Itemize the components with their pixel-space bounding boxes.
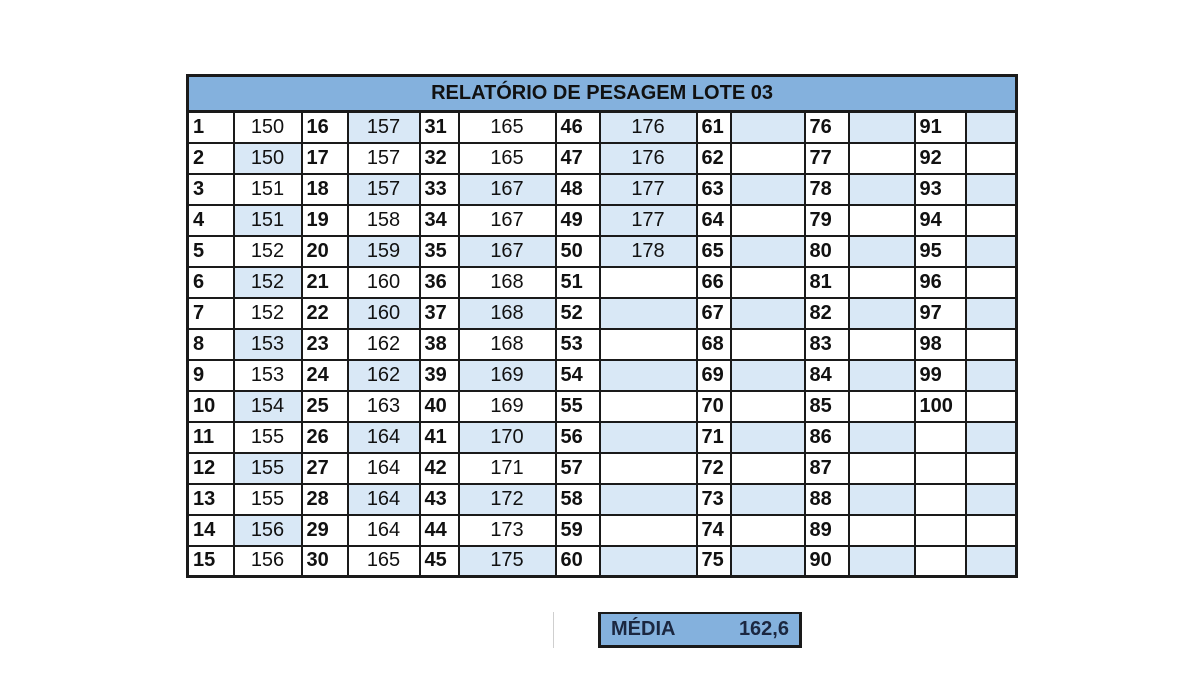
weight-cell: 169 bbox=[459, 391, 556, 422]
lot-number-cell: 90 bbox=[805, 546, 849, 577]
weight-cell bbox=[600, 298, 697, 329]
weight-cell bbox=[966, 515, 1017, 546]
weight-cell: 153 bbox=[234, 329, 302, 360]
lot-number-cell: 94 bbox=[915, 205, 966, 236]
lot-number-cell: 49 bbox=[556, 205, 600, 236]
lot-number-cell: 41 bbox=[420, 422, 459, 453]
lot-number-cell: 22 bbox=[302, 298, 348, 329]
lot-number-cell: 84 bbox=[805, 360, 849, 391]
weight-cell: 157 bbox=[348, 112, 420, 143]
lot-number-cell: 51 bbox=[556, 267, 600, 298]
weight-cell: 168 bbox=[459, 329, 556, 360]
lot-number-cell: 38 bbox=[420, 329, 459, 360]
table-row bbox=[188, 360, 1017, 391]
lot-number-cell: 12 bbox=[188, 453, 234, 484]
lot-number-cell: 79 bbox=[805, 205, 849, 236]
lot-number-cell: 3 bbox=[188, 174, 234, 205]
lot-number-cell: 9 bbox=[188, 360, 234, 391]
weight-cell bbox=[600, 360, 697, 391]
weight-cell bbox=[600, 329, 697, 360]
weight-cell bbox=[966, 298, 1017, 329]
lot-number-cell: 92 bbox=[915, 143, 966, 174]
weight-cell bbox=[966, 453, 1017, 484]
weight-cell: 176 bbox=[600, 112, 697, 143]
table-row bbox=[188, 112, 1017, 143]
weight-cell bbox=[849, 205, 915, 236]
weight-cell bbox=[966, 329, 1017, 360]
lot-number-cell: 77 bbox=[805, 143, 849, 174]
weight-cell: 160 bbox=[348, 267, 420, 298]
weight-cell: 173 bbox=[459, 515, 556, 546]
lot-number-cell: 35 bbox=[420, 236, 459, 267]
weight-cell bbox=[966, 174, 1017, 205]
weight-cell: 156 bbox=[234, 546, 302, 577]
lot-number-cell: 83 bbox=[805, 329, 849, 360]
lot-number-cell: 36 bbox=[420, 267, 459, 298]
weight-cell: 165 bbox=[348, 546, 420, 577]
weight-cell bbox=[731, 298, 805, 329]
lot-number-cell: 28 bbox=[302, 484, 348, 515]
lot-number-cell: 31 bbox=[420, 112, 459, 143]
weight-cell bbox=[600, 267, 697, 298]
weight-cell bbox=[966, 267, 1017, 298]
table-row bbox=[188, 205, 1017, 236]
weight-cell bbox=[600, 422, 697, 453]
weight-cell: 167 bbox=[459, 174, 556, 205]
lot-number-cell: 26 bbox=[302, 422, 348, 453]
lot-number-cell bbox=[915, 422, 966, 453]
table-row bbox=[188, 515, 1017, 546]
lot-number-cell: 53 bbox=[556, 329, 600, 360]
weight-cell bbox=[849, 422, 915, 453]
lot-number-cell: 61 bbox=[697, 112, 731, 143]
lot-number-cell: 62 bbox=[697, 143, 731, 174]
weight-cell bbox=[966, 546, 1017, 577]
weight-cell: 164 bbox=[348, 484, 420, 515]
weight-cell bbox=[731, 515, 805, 546]
lot-number-cell: 58 bbox=[556, 484, 600, 515]
weight-cell bbox=[966, 484, 1017, 515]
lot-number-cell: 46 bbox=[556, 112, 600, 143]
weight-cell: 175 bbox=[459, 546, 556, 577]
weight-cell bbox=[731, 484, 805, 515]
lot-number-cell: 91 bbox=[915, 112, 966, 143]
lot-number-cell: 32 bbox=[420, 143, 459, 174]
lot-number-cell: 24 bbox=[302, 360, 348, 391]
weight-cell: 167 bbox=[459, 205, 556, 236]
weight-cell bbox=[731, 143, 805, 174]
lot-number-cell: 33 bbox=[420, 174, 459, 205]
weight-cell bbox=[966, 422, 1017, 453]
weight-cell bbox=[731, 360, 805, 391]
weighing-report-sheet bbox=[186, 74, 1015, 578]
lot-number-cell: 27 bbox=[302, 453, 348, 484]
lot-number-cell: 48 bbox=[556, 174, 600, 205]
lot-number-cell: 15 bbox=[188, 546, 234, 577]
lot-number-cell: 55 bbox=[556, 391, 600, 422]
weight-cell: 167 bbox=[459, 236, 556, 267]
weight-cell: 164 bbox=[348, 515, 420, 546]
lot-number-cell: 75 bbox=[697, 546, 731, 577]
weight-cell bbox=[600, 515, 697, 546]
title-row bbox=[188, 76, 1017, 112]
lot-number-cell: 81 bbox=[805, 267, 849, 298]
weight-cell bbox=[849, 236, 915, 267]
weight-cell: 151 bbox=[234, 174, 302, 205]
weight-cell bbox=[731, 329, 805, 360]
table-row bbox=[188, 174, 1017, 205]
lot-number-cell: 2 bbox=[188, 143, 234, 174]
lot-number-cell: 78 bbox=[805, 174, 849, 205]
lot-number-cell: 30 bbox=[302, 546, 348, 577]
lot-number-cell: 10 bbox=[188, 391, 234, 422]
lot-number-cell: 67 bbox=[697, 298, 731, 329]
lot-number-cell: 7 bbox=[188, 298, 234, 329]
table-row bbox=[188, 453, 1017, 484]
lot-number-cell: 18 bbox=[302, 174, 348, 205]
lot-number-cell: 59 bbox=[556, 515, 600, 546]
lot-number-cell: 69 bbox=[697, 360, 731, 391]
weight-cell bbox=[849, 143, 915, 174]
weight-cell: 163 bbox=[348, 391, 420, 422]
weighing-report-table bbox=[186, 74, 1018, 578]
lot-number-cell: 52 bbox=[556, 298, 600, 329]
lot-number-cell: 87 bbox=[805, 453, 849, 484]
weight-cell bbox=[849, 453, 915, 484]
weight-cell bbox=[849, 112, 915, 143]
weight-cell bbox=[731, 205, 805, 236]
lot-number-cell: 97 bbox=[915, 298, 966, 329]
weight-cell: 168 bbox=[459, 267, 556, 298]
table-row bbox=[188, 422, 1017, 453]
lot-number-cell: 17 bbox=[302, 143, 348, 174]
weight-cell: 156 bbox=[234, 515, 302, 546]
weight-cell: 152 bbox=[234, 298, 302, 329]
lot-number-cell: 45 bbox=[420, 546, 459, 577]
weight-cell bbox=[731, 236, 805, 267]
weight-cell: 152 bbox=[234, 267, 302, 298]
weight-cell: 178 bbox=[600, 236, 697, 267]
weight-cell bbox=[966, 236, 1017, 267]
weight-cell: 150 bbox=[234, 112, 302, 143]
table-row bbox=[188, 267, 1017, 298]
lot-number-cell: 60 bbox=[556, 546, 600, 577]
table-row bbox=[188, 391, 1017, 422]
average-value: 162,6 bbox=[738, 618, 789, 640]
weight-cell bbox=[731, 391, 805, 422]
weight-cell: 165 bbox=[459, 112, 556, 143]
lot-number-cell bbox=[915, 515, 966, 546]
table-row bbox=[188, 329, 1017, 360]
weight-cell bbox=[849, 298, 915, 329]
weight-cell bbox=[731, 546, 805, 577]
lot-number-cell: 19 bbox=[302, 205, 348, 236]
lot-number-cell: 23 bbox=[302, 329, 348, 360]
lot-number-cell: 54 bbox=[556, 360, 600, 391]
weight-cell bbox=[600, 546, 697, 577]
lot-number-cell: 65 bbox=[697, 236, 731, 267]
lot-number-cell: 74 bbox=[697, 515, 731, 546]
column-divider-line bbox=[553, 612, 554, 648]
weight-cell: 157 bbox=[348, 143, 420, 174]
weight-cell: 155 bbox=[234, 484, 302, 515]
weight-cell: 154 bbox=[234, 391, 302, 422]
lot-number-cell: 100 bbox=[915, 391, 966, 422]
weight-cell: 170 bbox=[459, 422, 556, 453]
lot-number-cell: 88 bbox=[805, 484, 849, 515]
lot-number-cell bbox=[915, 484, 966, 515]
lot-number-cell: 63 bbox=[697, 174, 731, 205]
weight-cell bbox=[966, 205, 1017, 236]
lot-number-cell: 47 bbox=[556, 143, 600, 174]
weight-cell: 168 bbox=[459, 298, 556, 329]
lot-number-cell: 42 bbox=[420, 453, 459, 484]
weight-cell: 155 bbox=[234, 453, 302, 484]
weight-cell: 162 bbox=[348, 329, 420, 360]
lot-number-cell: 82 bbox=[805, 298, 849, 329]
lot-number-cell: 20 bbox=[302, 236, 348, 267]
weight-cell: 159 bbox=[348, 236, 420, 267]
lot-number-cell: 86 bbox=[805, 422, 849, 453]
weight-cell: 160 bbox=[348, 298, 420, 329]
weight-cell: 172 bbox=[459, 484, 556, 515]
average-label: MÉDIA bbox=[611, 618, 676, 640]
lot-number-cell: 5 bbox=[188, 236, 234, 267]
weight-cell: 153 bbox=[234, 360, 302, 391]
lot-number-cell: 99 bbox=[915, 360, 966, 391]
weight-cell: 150 bbox=[234, 143, 302, 174]
lot-number-cell: 44 bbox=[420, 515, 459, 546]
lot-number-cell: 4 bbox=[188, 205, 234, 236]
weight-cell: 164 bbox=[348, 453, 420, 484]
lot-number-cell: 40 bbox=[420, 391, 459, 422]
lot-number-cell: 8 bbox=[188, 329, 234, 360]
weight-cell: 157 bbox=[348, 174, 420, 205]
lot-number-cell: 39 bbox=[420, 360, 459, 391]
lot-number-cell: 13 bbox=[188, 484, 234, 515]
lot-number-cell: 29 bbox=[302, 515, 348, 546]
table-row bbox=[188, 484, 1017, 515]
lot-number-cell: 50 bbox=[556, 236, 600, 267]
lot-number-cell: 6 bbox=[188, 267, 234, 298]
lot-number-cell bbox=[915, 453, 966, 484]
lot-number-cell: 21 bbox=[302, 267, 348, 298]
weight-cell: 162 bbox=[348, 360, 420, 391]
lot-number-cell: 80 bbox=[805, 236, 849, 267]
weight-cell bbox=[731, 267, 805, 298]
weight-cell: 169 bbox=[459, 360, 556, 391]
lot-number-cell: 1 bbox=[188, 112, 234, 143]
lot-number-cell: 43 bbox=[420, 484, 459, 515]
weight-cell bbox=[731, 112, 805, 143]
lot-number-cell: 76 bbox=[805, 112, 849, 143]
lot-number-cell: 56 bbox=[556, 422, 600, 453]
weight-cell bbox=[600, 453, 697, 484]
weight-cell bbox=[849, 546, 915, 577]
weight-cell: 177 bbox=[600, 205, 697, 236]
lot-number-cell: 72 bbox=[697, 453, 731, 484]
lot-number-cell: 98 bbox=[915, 329, 966, 360]
average-box bbox=[598, 612, 802, 648]
table-row bbox=[188, 298, 1017, 329]
lot-number-cell bbox=[915, 546, 966, 577]
weight-cell bbox=[849, 484, 915, 515]
weight-cell: 155 bbox=[234, 422, 302, 453]
lot-number-cell: 89 bbox=[805, 515, 849, 546]
lot-number-cell: 11 bbox=[188, 422, 234, 453]
weight-cell bbox=[731, 453, 805, 484]
lot-number-cell: 57 bbox=[556, 453, 600, 484]
lot-number-cell: 34 bbox=[420, 205, 459, 236]
lot-number-cell: 16 bbox=[302, 112, 348, 143]
lot-number-cell: 96 bbox=[915, 267, 966, 298]
weight-cell: 164 bbox=[348, 422, 420, 453]
weight-cell bbox=[966, 112, 1017, 143]
weight-cell: 151 bbox=[234, 205, 302, 236]
weight-cell bbox=[849, 174, 915, 205]
weight-cell bbox=[600, 484, 697, 515]
lot-number-cell: 68 bbox=[697, 329, 731, 360]
weight-cell bbox=[966, 360, 1017, 391]
lot-number-cell: 66 bbox=[697, 267, 731, 298]
weight-cell: 165 bbox=[459, 143, 556, 174]
weight-cell bbox=[849, 329, 915, 360]
weight-cell bbox=[966, 391, 1017, 422]
table-row bbox=[188, 236, 1017, 267]
report-title: RELATÓRIO DE PESAGEM LOTE 03 bbox=[188, 76, 1017, 112]
weight-cell bbox=[600, 391, 697, 422]
lot-number-cell: 71 bbox=[697, 422, 731, 453]
weight-cell: 152 bbox=[234, 236, 302, 267]
lot-number-cell: 73 bbox=[697, 484, 731, 515]
lot-number-cell: 25 bbox=[302, 391, 348, 422]
weight-cell: 177 bbox=[600, 174, 697, 205]
table-row bbox=[188, 546, 1017, 577]
lot-number-cell: 70 bbox=[697, 391, 731, 422]
weight-cell bbox=[966, 143, 1017, 174]
lot-number-cell: 37 bbox=[420, 298, 459, 329]
weight-cell bbox=[849, 360, 915, 391]
weight-cell bbox=[849, 391, 915, 422]
weight-cell: 171 bbox=[459, 453, 556, 484]
weight-cell bbox=[731, 174, 805, 205]
weight-cell: 158 bbox=[348, 205, 420, 236]
lot-number-cell: 14 bbox=[188, 515, 234, 546]
lot-number-cell: 93 bbox=[915, 174, 966, 205]
weight-cell: 176 bbox=[600, 143, 697, 174]
lot-number-cell: 85 bbox=[805, 391, 849, 422]
table-row bbox=[188, 143, 1017, 174]
lot-number-cell: 95 bbox=[915, 236, 966, 267]
weight-cell bbox=[849, 515, 915, 546]
lot-number-cell: 64 bbox=[697, 205, 731, 236]
weight-cell bbox=[849, 267, 915, 298]
weight-cell bbox=[731, 422, 805, 453]
